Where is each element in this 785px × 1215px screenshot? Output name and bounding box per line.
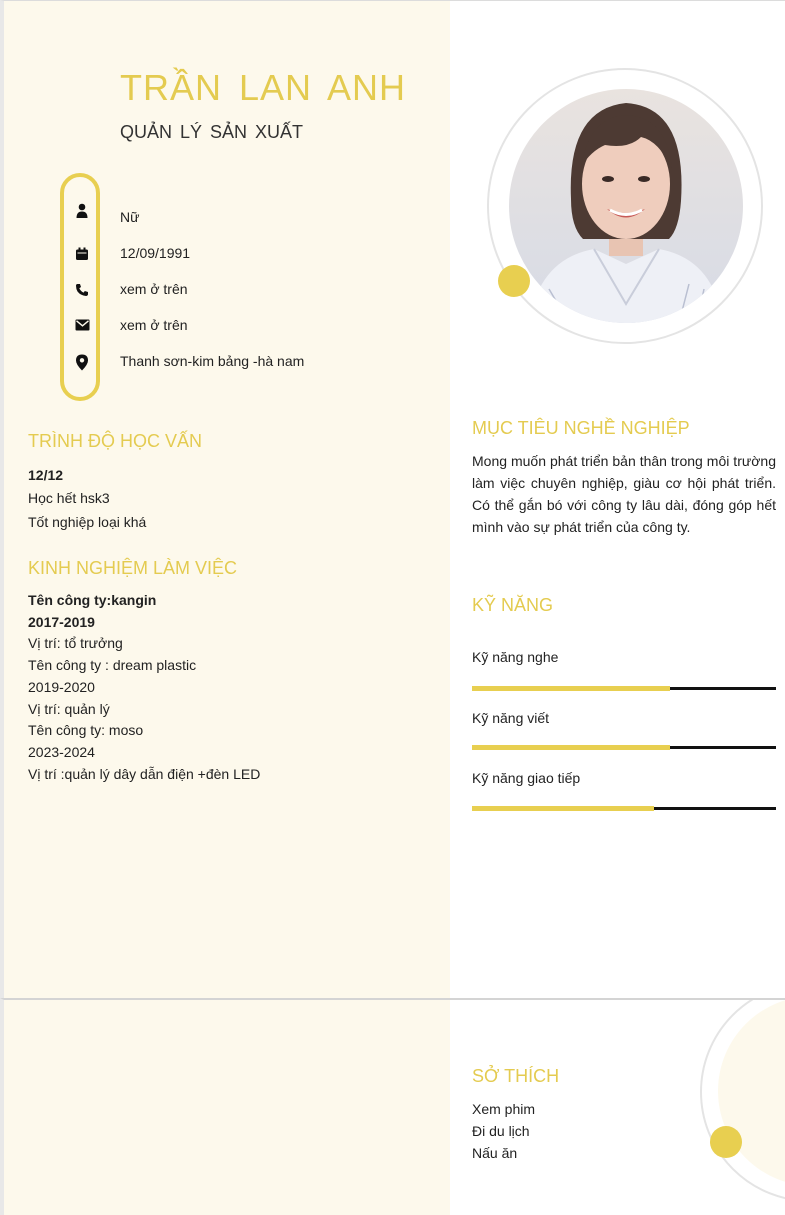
skill-bar-fill	[472, 806, 654, 811]
skill-label: Kỹ năng viết	[472, 710, 550, 726]
skill-label: Kỹ năng giao tiếp	[472, 770, 581, 786]
education-grade: 12/12	[28, 467, 64, 483]
experience-line: Vị trí :quản lý dây dẫn điện +đèn LED	[28, 765, 261, 782]
contact-dob: 12/09/1991	[120, 245, 191, 261]
accent-dot	[710, 1126, 742, 1158]
experience-line: Vị trí: quản lý	[28, 700, 110, 717]
objective-heading: MỤC TIÊU NGHỀ NGHIỆP	[472, 418, 690, 438]
skill-bar	[472, 746, 776, 749]
contact-gender: Nữ	[120, 209, 140, 225]
experience-line: Tên công ty:kangin	[28, 592, 157, 608]
envelope-icon	[74, 317, 90, 333]
hobbies-list	[472, 1098, 535, 1164]
education-line: Tốt nghiệp loại khá	[28, 514, 147, 530]
experience-heading: KINH NGHIỆM LÀM VIỆC	[28, 558, 238, 578]
hobby-item: Xem phim	[472, 1101, 536, 1117]
accent-dot	[498, 265, 530, 297]
left-column-background	[4, 1000, 450, 1215]
person-icon	[74, 203, 90, 219]
skill-bar-fill	[472, 745, 670, 750]
skills-heading: KỸ NĂNG	[472, 595, 554, 615]
hobbies-heading: SỞ THÍCH	[472, 1066, 560, 1086]
skill-label: Kỹ năng nghe	[472, 649, 559, 665]
contact-address: Thanh sơn-kim bảng -hà nam	[120, 353, 305, 369]
calendar-icon	[74, 246, 90, 262]
skill-bar-fill	[472, 686, 670, 691]
hobby-item: Nấu ăn	[472, 1145, 518, 1161]
skill-bar	[472, 807, 776, 810]
experience-list	[28, 590, 260, 785]
cv-page-2	[0, 998, 785, 1215]
phone-icon	[74, 282, 90, 298]
contact-email: xem ở trên	[120, 317, 188, 333]
experience-line: Vị trí: tổ trưởng	[28, 635, 123, 652]
education-heading: TRÌNH ĐỘ HỌC VẤN	[28, 431, 203, 451]
skill-bar	[472, 687, 776, 690]
location-pin-icon	[74, 354, 90, 370]
candidate-name: TRẦN LAN ANH	[120, 67, 407, 108]
job-title: QUẢN LÝ SẢN XUẤT	[120, 122, 304, 142]
experience-line: Tên công ty : dream plastic	[28, 657, 197, 674]
avatar	[509, 89, 743, 323]
objective-text: Mong muốn phát triển bản thân trong môi trường làm việc chuyên nghiệp, giàu cơ hội phát triển. Có thể gắn bó với công ty lâu dài, đóng góp hết mình vào sự phát triển của công ty.	[472, 453, 776, 535]
experience-line: Tên công ty: moso	[28, 722, 144, 739]
experience-line: 2019-2020	[28, 678, 95, 695]
hobby-item: Đi du lịch	[472, 1123, 530, 1139]
experience-line: 2023-2024	[28, 743, 95, 760]
contact-phone: xem ở trên	[120, 281, 188, 297]
education-line: Học hết hsk3	[28, 490, 110, 506]
experience-line: 2017-2019	[28, 613, 95, 630]
